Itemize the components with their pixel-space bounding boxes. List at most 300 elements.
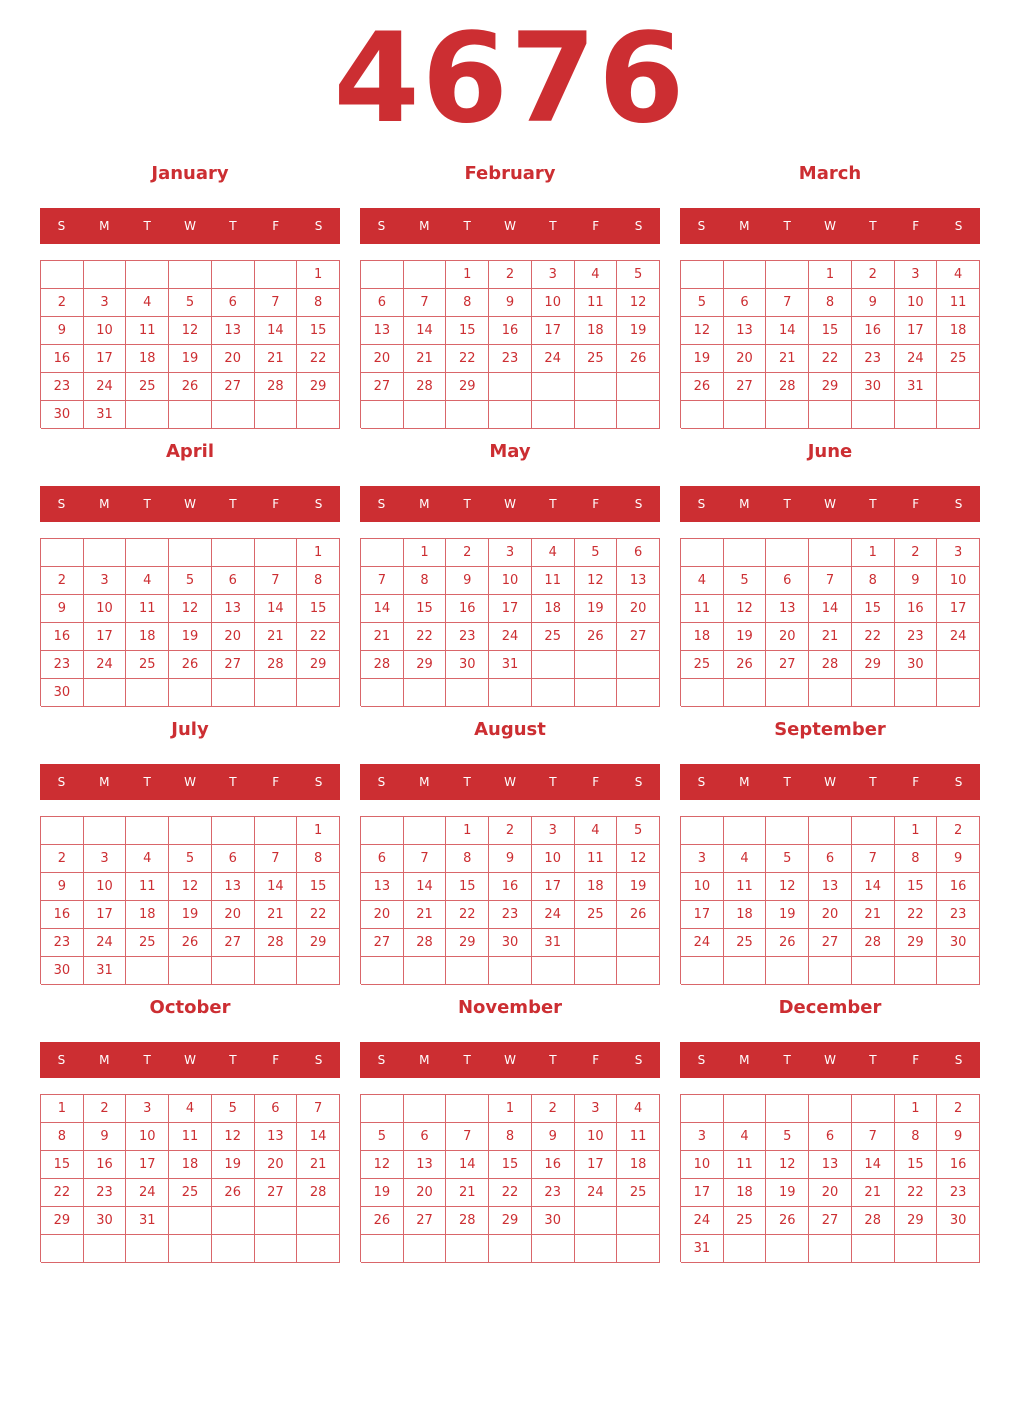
weekday-header: [360, 1042, 660, 1078]
weekday-label: W: [184, 219, 196, 233]
day-cell: 20: [766, 623, 809, 651]
empty-day-cell: [617, 929, 660, 957]
day-cell: 3: [937, 539, 980, 567]
empty-day-cell: [852, 817, 895, 845]
empty-day-cell: [41, 261, 84, 289]
empty-day-cell: [766, 679, 809, 707]
day-cell: 22: [895, 1179, 938, 1207]
empty-day-cell: [724, 539, 767, 567]
weekday-label: S: [314, 775, 323, 789]
day-cell: 11: [575, 289, 618, 317]
day-cell: 13: [361, 873, 404, 901]
weekday-label: W: [824, 497, 836, 511]
month-name: December: [778, 997, 882, 1018]
day-cell: 30: [489, 929, 532, 957]
day-cell: 31: [126, 1207, 169, 1235]
day-cell: 20: [361, 345, 404, 373]
day-cell: 6: [361, 845, 404, 873]
weekday-label: M: [99, 775, 110, 789]
day-cell: 30: [937, 1207, 980, 1235]
weekday-label: T: [549, 497, 557, 511]
day-cell: 15: [446, 873, 489, 901]
month-may: [360, 438, 660, 706]
empty-day-cell: [617, 1207, 660, 1235]
empty-day-cell: [575, 1207, 618, 1235]
empty-day-cell: [724, 817, 767, 845]
day-cell: 12: [617, 289, 660, 317]
weekday-label: W: [504, 1053, 516, 1067]
weekday-header: [360, 486, 660, 522]
weekday-label: T: [783, 775, 791, 789]
day-cell: 18: [126, 345, 169, 373]
weekday-label: T: [549, 775, 557, 789]
empty-day-cell: [446, 1095, 489, 1123]
empty-day-cell: [617, 679, 660, 707]
day-cell: 9: [41, 873, 84, 901]
day-cell: 24: [126, 1179, 169, 1207]
weekday-label: M: [419, 497, 430, 511]
day-cell: 23: [937, 901, 980, 929]
empty-day-cell: [41, 1235, 84, 1263]
day-cell: 22: [895, 901, 938, 929]
empty-day-cell: [361, 1235, 404, 1263]
day-cell: 18: [937, 317, 980, 345]
weekday-label: W: [184, 1053, 196, 1067]
day-cell: 7: [446, 1123, 489, 1151]
weekday-label: S: [377, 775, 386, 789]
day-cell: 17: [126, 1151, 169, 1179]
day-cell: 5: [169, 289, 212, 317]
empty-day-cell: [681, 817, 724, 845]
empty-day-cell: [766, 539, 809, 567]
day-cell: 13: [617, 567, 660, 595]
day-cell: 21: [297, 1151, 340, 1179]
day-cell: 17: [84, 345, 127, 373]
month-name: September: [774, 719, 886, 740]
day-cell: 20: [724, 345, 767, 373]
empty-day-cell: [84, 1235, 127, 1263]
day-cell: 6: [361, 289, 404, 317]
day-cell: 28: [404, 929, 447, 957]
day-cell: 19: [575, 595, 618, 623]
month-august: [360, 716, 660, 984]
day-cell: 5: [681, 289, 724, 317]
empty-day-cell: [255, 957, 298, 985]
weekday-label: T: [229, 775, 237, 789]
empty-day-cell: [446, 679, 489, 707]
day-cell: 16: [895, 595, 938, 623]
empty-day-cell: [681, 261, 724, 289]
empty-day-cell: [809, 679, 852, 707]
empty-day-cell: [126, 957, 169, 985]
empty-day-cell: [681, 957, 724, 985]
month-february: [360, 160, 660, 428]
day-cell: 9: [532, 1123, 575, 1151]
day-cell: 16: [41, 901, 84, 929]
day-cell: 27: [766, 651, 809, 679]
weekday-header: [680, 764, 980, 800]
day-cell: 8: [297, 567, 340, 595]
day-cell: 14: [766, 317, 809, 345]
weekday-label: T: [783, 1053, 791, 1067]
empty-day-cell: [895, 957, 938, 985]
day-cell: 28: [404, 373, 447, 401]
day-cell: 8: [895, 1123, 938, 1151]
day-cell: 2: [937, 1095, 980, 1123]
day-cell: 7: [255, 567, 298, 595]
day-cell: 15: [809, 317, 852, 345]
day-cell: 18: [126, 901, 169, 929]
day-cell: 28: [297, 1179, 340, 1207]
day-cell: 4: [532, 539, 575, 567]
day-cell: 4: [724, 1123, 767, 1151]
empty-day-cell: [617, 401, 660, 429]
day-cell: 19: [617, 873, 660, 901]
day-cell: 23: [489, 345, 532, 373]
day-cell: 10: [84, 317, 127, 345]
day-cell: 4: [617, 1095, 660, 1123]
weekday-label: W: [184, 497, 196, 511]
day-cell: 1: [895, 1095, 938, 1123]
day-cell: 25: [681, 651, 724, 679]
empty-day-cell: [532, 957, 575, 985]
day-cell: 8: [446, 289, 489, 317]
day-cell: 26: [212, 1179, 255, 1207]
day-grid: [680, 1094, 980, 1262]
empty-day-cell: [617, 957, 660, 985]
day-cell: 24: [532, 345, 575, 373]
day-cell: 22: [446, 901, 489, 929]
day-cell: 16: [489, 873, 532, 901]
day-cell: 2: [446, 539, 489, 567]
day-cell: 30: [937, 929, 980, 957]
day-cell: 25: [617, 1179, 660, 1207]
day-cell: 18: [724, 1179, 767, 1207]
empty-day-cell: [575, 957, 618, 985]
day-cell: 23: [532, 1179, 575, 1207]
day-cell: 5: [361, 1123, 404, 1151]
empty-day-cell: [937, 651, 980, 679]
day-cell: 3: [126, 1095, 169, 1123]
day-grid: [360, 816, 660, 984]
day-cell: 4: [126, 289, 169, 317]
empty-day-cell: [361, 401, 404, 429]
empty-day-cell: [852, 957, 895, 985]
day-cell: 27: [361, 373, 404, 401]
empty-day-cell: [297, 1235, 340, 1263]
day-cell: 29: [895, 929, 938, 957]
weekday-label: S: [377, 1053, 386, 1067]
day-cell: 28: [255, 651, 298, 679]
month-name: February: [464, 163, 556, 184]
empty-day-cell: [809, 1235, 852, 1263]
empty-day-cell: [937, 679, 980, 707]
day-cell: 1: [489, 1095, 532, 1123]
day-cell: 25: [532, 623, 575, 651]
empty-day-cell: [895, 679, 938, 707]
empty-day-cell: [212, 679, 255, 707]
day-cell: 13: [212, 595, 255, 623]
empty-day-cell: [169, 1207, 212, 1235]
day-cell: 28: [255, 373, 298, 401]
empty-day-cell: [212, 817, 255, 845]
day-cell: 19: [766, 1179, 809, 1207]
empty-day-cell: [126, 401, 169, 429]
weekday-label: F: [272, 1053, 280, 1067]
day-cell: 15: [446, 317, 489, 345]
day-cell: 16: [41, 345, 84, 373]
day-cell: 31: [84, 957, 127, 985]
day-cell: 15: [297, 595, 340, 623]
day-cell: 24: [895, 345, 938, 373]
empty-day-cell: [724, 679, 767, 707]
day-cell: 5: [169, 567, 212, 595]
empty-day-cell: [681, 1095, 724, 1123]
day-cell: 30: [446, 651, 489, 679]
empty-day-cell: [489, 401, 532, 429]
day-cell: 3: [489, 539, 532, 567]
day-cell: 14: [404, 873, 447, 901]
weekday-label: W: [504, 219, 516, 233]
day-cell: 12: [169, 873, 212, 901]
empty-day-cell: [404, 261, 447, 289]
day-cell: 19: [766, 901, 809, 929]
empty-day-cell: [532, 401, 575, 429]
day-cell: 13: [724, 317, 767, 345]
day-cell: 22: [489, 1179, 532, 1207]
day-cell: 6: [212, 289, 255, 317]
weekday-label: M: [99, 1053, 110, 1067]
day-cell: 14: [446, 1151, 489, 1179]
weekday-header: [40, 1042, 340, 1078]
day-cell: 12: [169, 317, 212, 345]
empty-day-cell: [126, 1235, 169, 1263]
day-cell: 10: [937, 567, 980, 595]
day-cell: 4: [126, 845, 169, 873]
empty-day-cell: [41, 817, 84, 845]
day-cell: 30: [41, 401, 84, 429]
day-cell: 29: [297, 373, 340, 401]
month-november: [360, 994, 660, 1262]
empty-day-cell: [575, 929, 618, 957]
empty-day-cell: [404, 817, 447, 845]
weekday-label: T: [869, 775, 877, 789]
day-cell: 12: [212, 1123, 255, 1151]
empty-day-cell: [126, 817, 169, 845]
day-cell: 15: [41, 1151, 84, 1179]
day-cell: 2: [895, 539, 938, 567]
day-cell: 26: [724, 651, 767, 679]
empty-day-cell: [489, 679, 532, 707]
day-cell: 29: [297, 651, 340, 679]
day-cell: 5: [617, 261, 660, 289]
day-cell: 27: [212, 929, 255, 957]
empty-day-cell: [212, 957, 255, 985]
weekday-label: T: [549, 1053, 557, 1067]
day-cell: 6: [766, 567, 809, 595]
weekday-label: M: [739, 219, 750, 233]
day-cell: 7: [404, 845, 447, 873]
empty-day-cell: [255, 401, 298, 429]
day-cell: 26: [169, 373, 212, 401]
day-cell: 19: [681, 345, 724, 373]
day-cell: 29: [297, 929, 340, 957]
empty-day-cell: [681, 401, 724, 429]
empty-day-cell: [724, 1095, 767, 1123]
day-cell: 27: [212, 373, 255, 401]
day-cell: 31: [532, 929, 575, 957]
weekday-label: T: [143, 775, 151, 789]
day-cell: 1: [809, 261, 852, 289]
day-cell: 7: [852, 1123, 895, 1151]
weekday-label: S: [954, 497, 963, 511]
day-cell: 1: [852, 539, 895, 567]
day-cell: 20: [255, 1151, 298, 1179]
day-cell: 26: [169, 651, 212, 679]
empty-day-cell: [404, 1235, 447, 1263]
month-september: [680, 716, 980, 984]
day-cell: 7: [255, 289, 298, 317]
empty-day-cell: [126, 261, 169, 289]
day-cell: 13: [766, 595, 809, 623]
empty-day-cell: [809, 957, 852, 985]
day-cell: 18: [617, 1151, 660, 1179]
day-cell: 30: [84, 1207, 127, 1235]
weekday-label: W: [824, 1053, 836, 1067]
day-cell: 25: [575, 345, 618, 373]
day-cell: 2: [532, 1095, 575, 1123]
weekday-label: T: [229, 219, 237, 233]
day-grid: [40, 1094, 340, 1262]
day-cell: 29: [809, 373, 852, 401]
empty-day-cell: [724, 261, 767, 289]
day-cell: 29: [446, 929, 489, 957]
day-cell: 18: [724, 901, 767, 929]
weekday-label: T: [549, 219, 557, 233]
day-cell: 20: [212, 901, 255, 929]
day-cell: 9: [84, 1123, 127, 1151]
empty-day-cell: [169, 261, 212, 289]
day-cell: 21: [361, 623, 404, 651]
day-cell: 29: [895, 1207, 938, 1235]
month-name: October: [149, 997, 231, 1018]
day-cell: 5: [617, 817, 660, 845]
day-cell: 17: [681, 901, 724, 929]
weekday-label: F: [592, 1053, 600, 1067]
day-cell: 17: [575, 1151, 618, 1179]
weekday-label: F: [592, 775, 600, 789]
day-cell: 1: [446, 261, 489, 289]
day-cell: 23: [489, 901, 532, 929]
empty-day-cell: [766, 817, 809, 845]
day-cell: 11: [617, 1123, 660, 1151]
weekday-label: M: [419, 219, 430, 233]
day-cell: 17: [532, 317, 575, 345]
day-cell: 22: [297, 901, 340, 929]
day-cell: 15: [895, 1151, 938, 1179]
weekday-label: W: [824, 775, 836, 789]
day-cell: 19: [169, 623, 212, 651]
day-cell: 7: [255, 845, 298, 873]
month-july: [40, 716, 340, 984]
day-cell: 13: [255, 1123, 298, 1151]
weekday-label: T: [463, 1053, 471, 1067]
day-cell: 18: [681, 623, 724, 651]
day-cell: 16: [937, 1151, 980, 1179]
day-cell: 22: [852, 623, 895, 651]
day-grid: [680, 816, 980, 984]
day-cell: 18: [532, 595, 575, 623]
day-cell: 27: [724, 373, 767, 401]
day-cell: 15: [297, 317, 340, 345]
empty-day-cell: [361, 957, 404, 985]
day-cell: 6: [724, 289, 767, 317]
day-cell: 21: [766, 345, 809, 373]
empty-day-cell: [84, 817, 127, 845]
day-cell: 19: [361, 1179, 404, 1207]
day-cell: 14: [255, 317, 298, 345]
empty-day-cell: [446, 1235, 489, 1263]
empty-day-cell: [255, 679, 298, 707]
weekday-label: T: [463, 219, 471, 233]
day-cell: 7: [361, 567, 404, 595]
empty-day-cell: [809, 539, 852, 567]
weekday-label: T: [463, 497, 471, 511]
day-cell: 19: [169, 345, 212, 373]
weekday-label: T: [869, 497, 877, 511]
empty-day-cell: [852, 679, 895, 707]
day-cell: 26: [766, 929, 809, 957]
weekday-label: W: [184, 775, 196, 789]
day-cell: 6: [404, 1123, 447, 1151]
day-cell: 24: [84, 651, 127, 679]
weekday-label: S: [57, 219, 66, 233]
day-cell: 16: [937, 873, 980, 901]
weekday-header: [40, 486, 340, 522]
empty-day-cell: [809, 817, 852, 845]
weekday-label: T: [229, 497, 237, 511]
empty-day-cell: [255, 817, 298, 845]
day-cell: 1: [297, 817, 340, 845]
month-april: [40, 438, 340, 706]
empty-day-cell: [724, 957, 767, 985]
day-cell: 26: [681, 373, 724, 401]
weekday-label: S: [954, 219, 963, 233]
day-grid: [40, 260, 340, 428]
weekday-label: S: [697, 219, 706, 233]
weekday-label: S: [377, 219, 386, 233]
empty-day-cell: [489, 957, 532, 985]
weekday-label: T: [463, 775, 471, 789]
weekday-label: F: [272, 775, 280, 789]
day-cell: 29: [489, 1207, 532, 1235]
day-cell: 8: [446, 845, 489, 873]
weekday-label: S: [57, 775, 66, 789]
day-grid: [360, 1094, 660, 1262]
day-cell: 11: [681, 595, 724, 623]
day-cell: 2: [489, 261, 532, 289]
day-cell: 24: [681, 1207, 724, 1235]
day-cell: 23: [41, 651, 84, 679]
weekday-label: T: [869, 1053, 877, 1067]
empty-day-cell: [937, 373, 980, 401]
day-cell: 3: [84, 289, 127, 317]
day-cell: 30: [895, 651, 938, 679]
month-name: November: [457, 997, 563, 1018]
day-cell: 28: [766, 373, 809, 401]
empty-day-cell: [169, 539, 212, 567]
day-cell: 23: [852, 345, 895, 373]
